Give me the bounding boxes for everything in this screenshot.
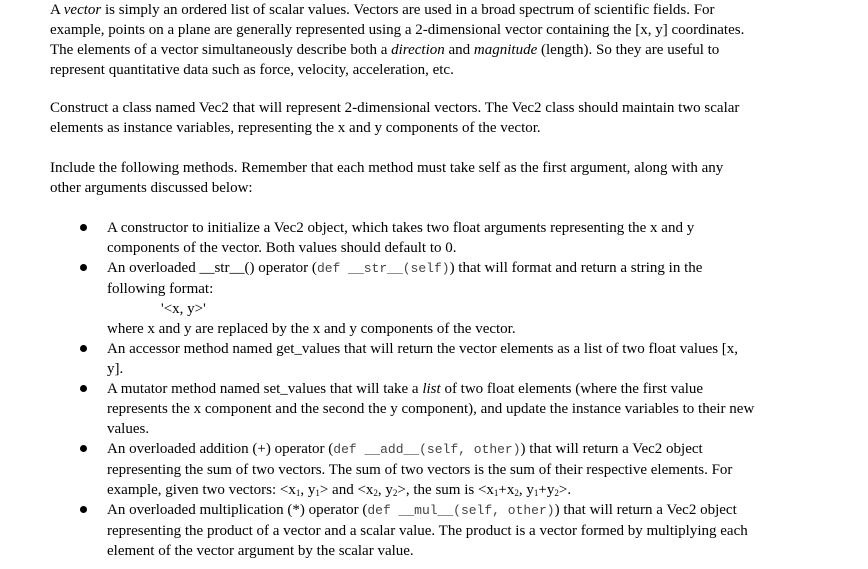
intro-line-1: A vector is simply an ordered list of scalar values. Vectors are used in a broad spectrum of scientific fields. For xyxy=(50,2,715,18)
bullet-icon xyxy=(80,385,87,392)
list-item-add: An overloaded addition (+) operator (def __add__(self, other)) that will return a Vec2 object representing the sum of two vectors. The sum of two vectors is the sum of their respective elements. For example, given two vectors: $<x_1$, $y_1>$ and $<x_2$, $y_2>$, the sum is $<x_1+x_2$, $y_1+y_2>$. xyxy=(80,439,860,500)
methods-intro-line-2: other arguments discussed below: xyxy=(50,180,253,196)
intro-paragraph xyxy=(50,0,855,80)
bullet-icon xyxy=(80,506,87,513)
bullet-icon xyxy=(80,224,87,231)
add-signature-code: def __add__(self, other) xyxy=(333,442,521,457)
class-paragraph xyxy=(50,98,855,138)
intro-line-4: represent quantitative data such as force, velocity, acceleration, etc. xyxy=(50,62,454,78)
bullet-icon xyxy=(80,445,87,452)
methods-intro-line-1: Include the following methods. Remember that each method must take self as the first argument, along with any xyxy=(50,160,724,176)
class-line-1: Construct a class named Vec2 that will represent 2-dimensional vectors. The Vec2 class should maintain two scalar xyxy=(50,100,740,116)
list-item-get-values: An accessor method named get_values that will return the vector elements as a list of two float values [x, y]. xyxy=(80,339,860,379)
list-item-str: An overloaded __str__() operator (def __str__(self)) that will format and return a string in the following format: '<x, y>' where x and y are replaced by the x and y components of the vector. xyxy=(80,258,860,339)
bullet-icon xyxy=(80,345,87,352)
direction-term: direction xyxy=(391,42,445,58)
intro-line-2: example, points on a plane are generally represented using a 2-dimensional vector containing the [x, y] coordinates. xyxy=(50,22,745,38)
add-example-line: example, given two vectors: $<x_1$, $y_1>$ and $<x_2$, $y_2>$, the sum is $<x_1+x_2$, $y_1+y_2>$. xyxy=(107,482,572,498)
bullet-icon xyxy=(80,264,87,271)
class-line-2: elements as instance variables, representing the x and y components of the vector. xyxy=(50,120,541,136)
list-item-set-values: A mutator method named set_values that will take a list of two float elements (where the first value represents the x component and the second the y component), and update the instance variables to their new values. xyxy=(80,379,860,439)
list-item-constructor: A constructor to initialize a Vec2 object, which takes two float arguments representing the x and y components of the vector. Both values should default to 0. xyxy=(80,218,860,258)
str-signature-code: def __str__(self) xyxy=(316,261,450,276)
intro-line-3: The elements of a vector simultaneously describe both a direction and magnitude (length). So they are useful to xyxy=(50,42,720,58)
list-term: list xyxy=(422,381,441,397)
vector-term: vector xyxy=(63,2,102,18)
methods-list xyxy=(80,218,860,561)
str-format-example: '<x, y>' xyxy=(161,301,206,317)
magnitude-term: magnitude xyxy=(473,42,538,58)
list-item-mul: An overloaded multiplication (*) operator (def __mul__(self, other)) that will return a Vec2 object representing the product of a vector and a scalar value. The product is a vector formed by multiplying each element of the vector argument by the scalar value. xyxy=(80,500,860,561)
methods-intro-paragraph xyxy=(50,158,855,198)
mul-signature-code: def __mul__(self, other) xyxy=(367,503,555,518)
